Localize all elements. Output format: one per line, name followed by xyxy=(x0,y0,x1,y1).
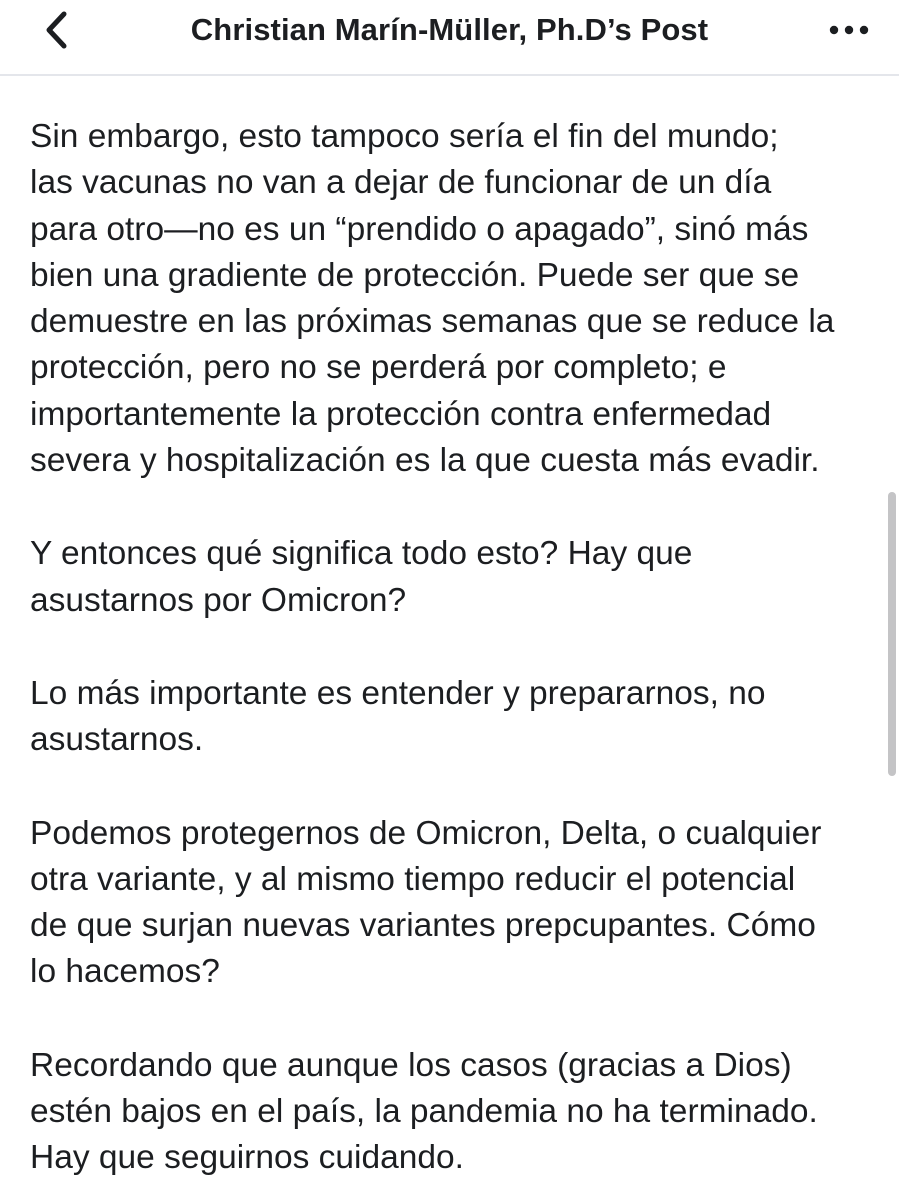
more-horizontal-icon xyxy=(828,24,870,36)
post-paragraph: Y entonces qué significa todo esto? Hay que asustarnos por Omicron? xyxy=(30,535,693,619)
post-body xyxy=(30,114,875,1200)
post-paragraph: Sin embargo, esto tampoco sería el fin del mundo; las vacunas no van a dejar de funcionar de un día para otro—no es un “prendido o apagado”, sinó más bien una gradiente de protección. Puede ser que se demuestre en las próximas semanas que se reduce la protección, pero no se perderá por completo; e importantemente la protección contra enfermedad severa y hospitalización es la que cuesta más evadir. xyxy=(30,118,835,480)
more-options-button[interactable] xyxy=(823,4,875,56)
chevron-left-icon xyxy=(43,10,69,50)
navigation-bar xyxy=(0,0,899,76)
post-paragraph: Recordando que aunque los casos (gracias a Dios) estén bajos en el país, la pandemia no ha terminado. Hay que seguirnos cuidando. xyxy=(30,1046,818,1177)
vertical-scrollbar[interactable] xyxy=(888,492,896,776)
post-paragraph: Podemos protegernos de Omicron, Delta, o cualquier otra variante, y al mismo tiempo reducir el potencial de que surjan nuevas variantes prepcupantes. Cómo lo hacemos? xyxy=(30,814,822,991)
post-paragraph: Lo más importante es entender y prepararnos, no asustarnos. xyxy=(30,674,766,759)
post-title: Christian Marín-Müller, Ph.D’s Post xyxy=(190,12,709,47)
back-button[interactable] xyxy=(30,4,82,56)
